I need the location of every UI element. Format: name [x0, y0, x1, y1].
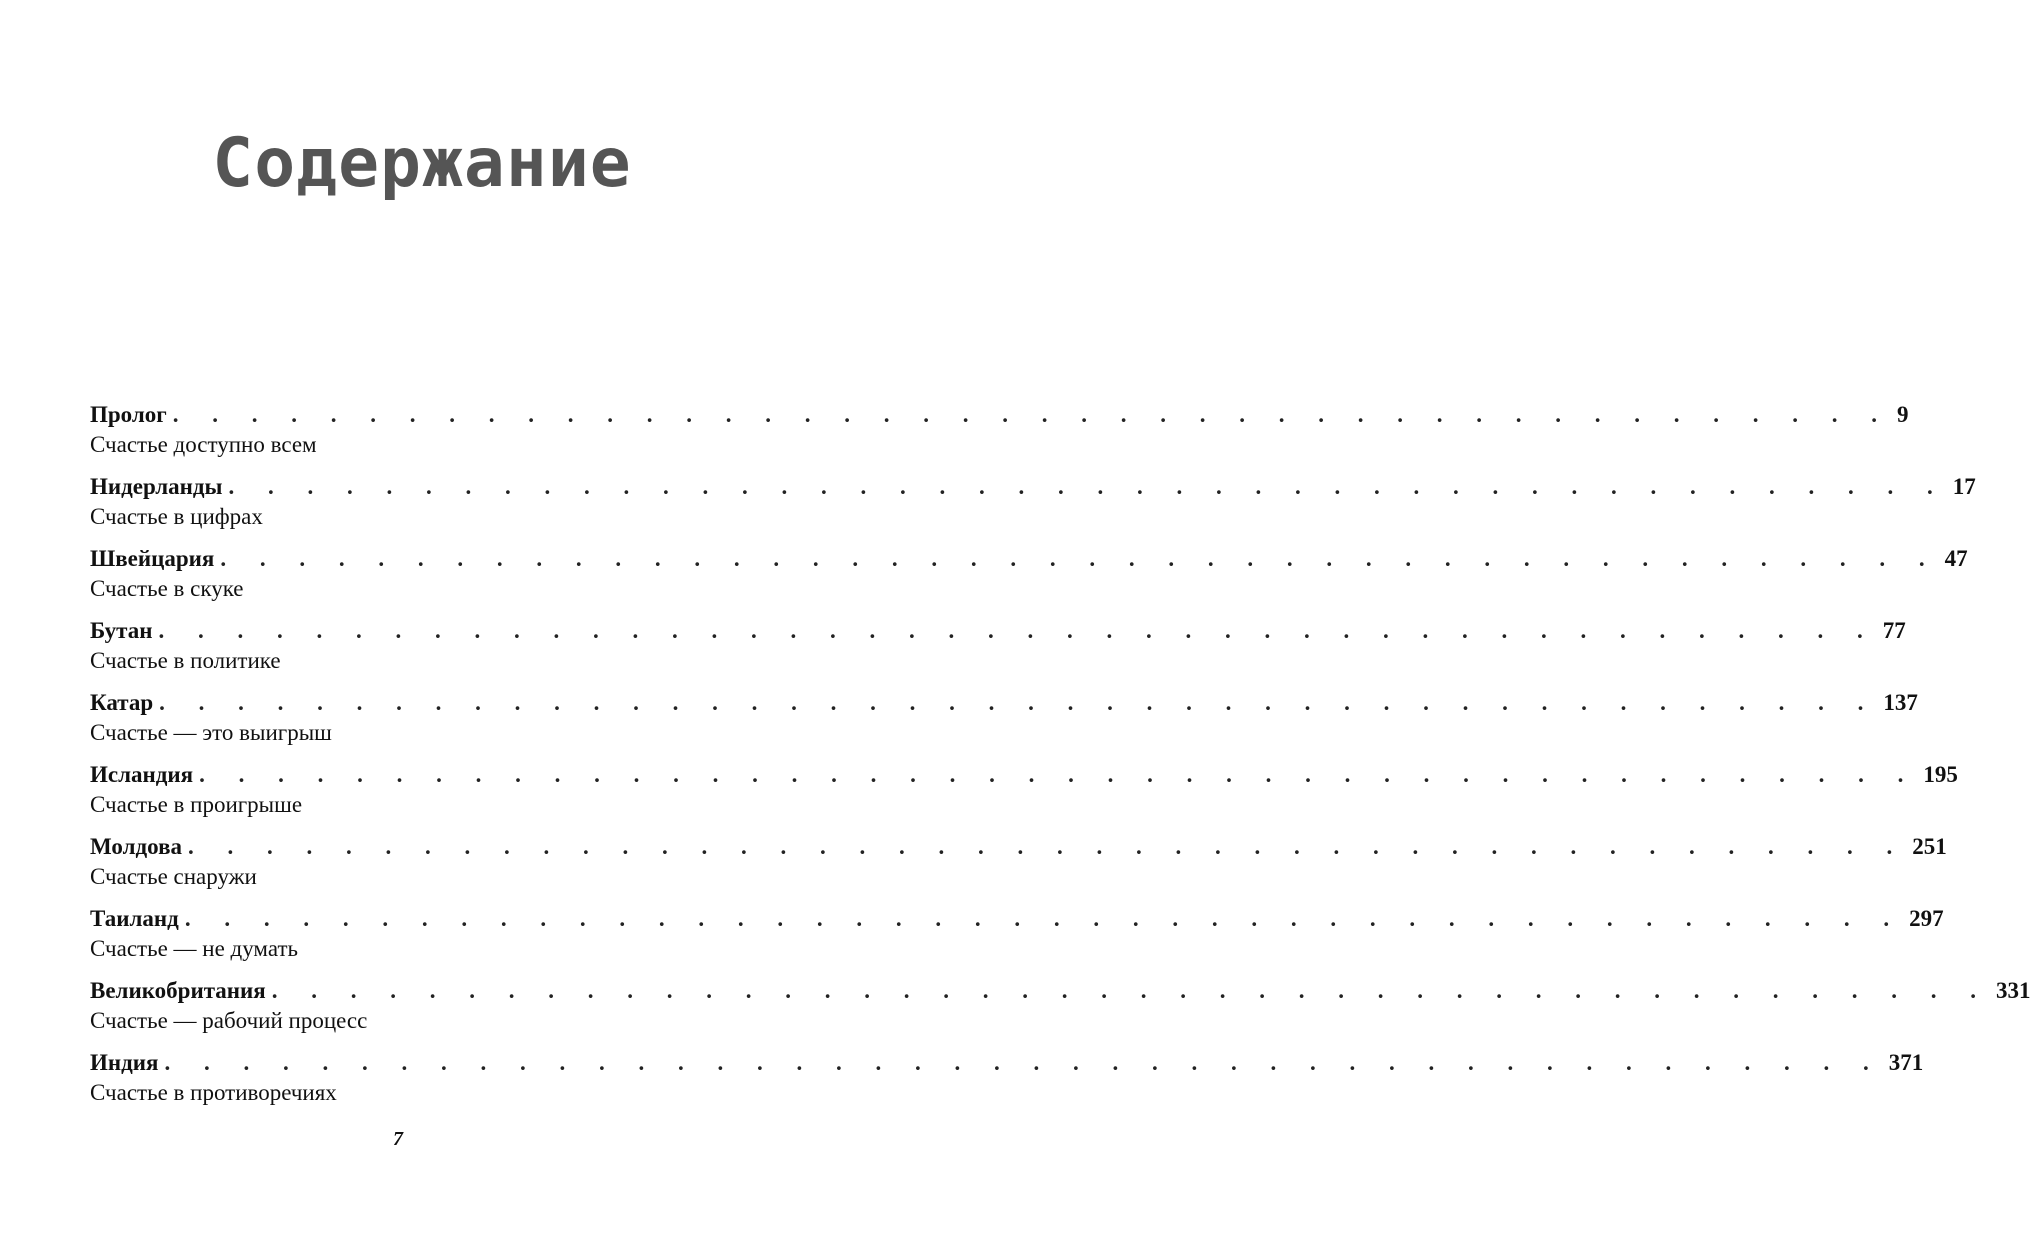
toc-row: [90, 474, 1976, 502]
toc-entry: [90, 474, 1976, 546]
toc-chapter-subtitle: Счастье в цифрах: [90, 504, 263, 529]
toc-row: [90, 690, 1918, 718]
toc-chapter-title: Молдова: [90, 834, 182, 859]
toc-page-number: 297: [1909, 906, 1944, 931]
toc-chapter-title: Бутан: [90, 618, 153, 643]
page-number: 7: [393, 1128, 403, 1150]
toc-entry: [90, 402, 1909, 474]
toc-entry: [90, 1050, 1924, 1122]
toc-entry: [90, 690, 1918, 762]
toc-chapter-subtitle: Счастье — это выигрыш: [90, 720, 332, 745]
toc-row: [90, 906, 1944, 934]
toc-row: [90, 978, 2030, 1006]
toc-dot-leader: . . . . . . . . . . . . . . . . . . . . . . . . . . . . . . . . . . . . . . . . . . . .: [184, 906, 1904, 931]
toc-row: [90, 762, 1958, 790]
toc-chapter-subtitle: Счастье в политике: [90, 648, 281, 673]
toc-chapter-title: Пролог: [90, 402, 167, 427]
toc-entry: [90, 906, 1944, 978]
toc-page-number: 251: [1912, 834, 1947, 859]
toc-chapter-title: Таиланд: [90, 906, 179, 931]
toc-chapter-title: Великобритания: [90, 978, 266, 1003]
toc-dot-leader: . . . . . . . . . . . . . . . . . . . . . . . . . . . . . . . . . . . . . . . . . . . .: [220, 546, 1939, 571]
page-title: Содержание: [212, 124, 632, 203]
toc-row: [90, 1050, 1924, 1078]
toc-dot-leader: . . . . . . . . . . . . . . . . . . . . . . . . . . . . . . . . . . . . . . . . . . . .: [271, 978, 1990, 1003]
toc-dot-leader: . . . . . . . . . . . . . . . . . . . . . . . . . . . . . . . . . . . . . . . . . . . .: [199, 762, 1918, 787]
toc-chapter-subtitle: Счастье в противоречиях: [90, 1080, 337, 1105]
toc-row: [90, 618, 1906, 646]
toc-page-number: 137: [1883, 690, 1918, 715]
toc-dot-leader: . . . . . . . . . . . . . . . . . . . . . . . . . . . . . . . . . . . . . . . . . . . .: [188, 834, 1907, 859]
toc-page-number: 17: [1952, 474, 1976, 499]
toc-page-number: 195: [1923, 762, 1958, 787]
toc-chapter-title: Индия: [90, 1050, 159, 1075]
toc-chapter-title: Катар: [90, 690, 154, 715]
toc-chapter-subtitle: Счастье снаружи: [90, 864, 257, 889]
toc-row: [90, 834, 1947, 862]
toc-chapter-subtitle: Счастье — рабочий процесс: [90, 1008, 368, 1033]
toc-chapter-subtitle: Счастье — не думать: [90, 936, 298, 961]
toc-chapter-subtitle: Счастье в проигрыше: [90, 792, 303, 817]
toc-page-number: 77: [1882, 618, 1906, 643]
toc-page-number: 331: [1995, 978, 2030, 1003]
toc-entry: [90, 762, 1958, 834]
toc-page-number: 9: [1896, 402, 1909, 427]
toc-chapter-subtitle: Счастье доступно всем: [90, 432, 317, 457]
toc-dot-leader: . . . . . . . . . . . . . . . . . . . . . . . . . . . . . . . . . . . . . . . . . . . .: [159, 690, 1878, 715]
toc-dot-leader: . . . . . . . . . . . . . . . . . . . . . . . . . . . . . . . . . . . . . . . . . . . .: [228, 474, 1947, 499]
toc-row: [90, 402, 1909, 430]
toc-chapter-subtitle: Счастье в скуке: [90, 576, 244, 601]
toc-dot-leader: . . . . . . . . . . . . . . . . . . . . . . . . . . . . . . . . . . . . . . . . . . . .: [172, 402, 1891, 427]
toc-page-number: 371: [1888, 1050, 1924, 1075]
toc-chapter-title: Исландия: [90, 762, 194, 787]
toc-dot-leader: . . . . . . . . . . . . . . . . . . . . . . . . . . . . . . . . . . . . . . . . . . . .: [158, 618, 1877, 643]
toc-entry: [90, 834, 1947, 906]
toc-entry: [90, 546, 1968, 618]
toc-chapter-title: Швейцария: [90, 546, 215, 571]
toc-chapter-title: Нидерланды: [90, 474, 223, 499]
table-of-contents: [90, 402, 2030, 1122]
toc-page-number: 47: [1944, 546, 1968, 571]
toc-entry: [90, 618, 1906, 690]
toc-dot-leader: . . . . . . . . . . . . . . . . . . . . . . . . . . . . . . . . . . . . . . . . . . . .: [164, 1050, 1883, 1075]
toc-row: [90, 546, 1968, 574]
toc-entry: [90, 978, 2030, 1050]
